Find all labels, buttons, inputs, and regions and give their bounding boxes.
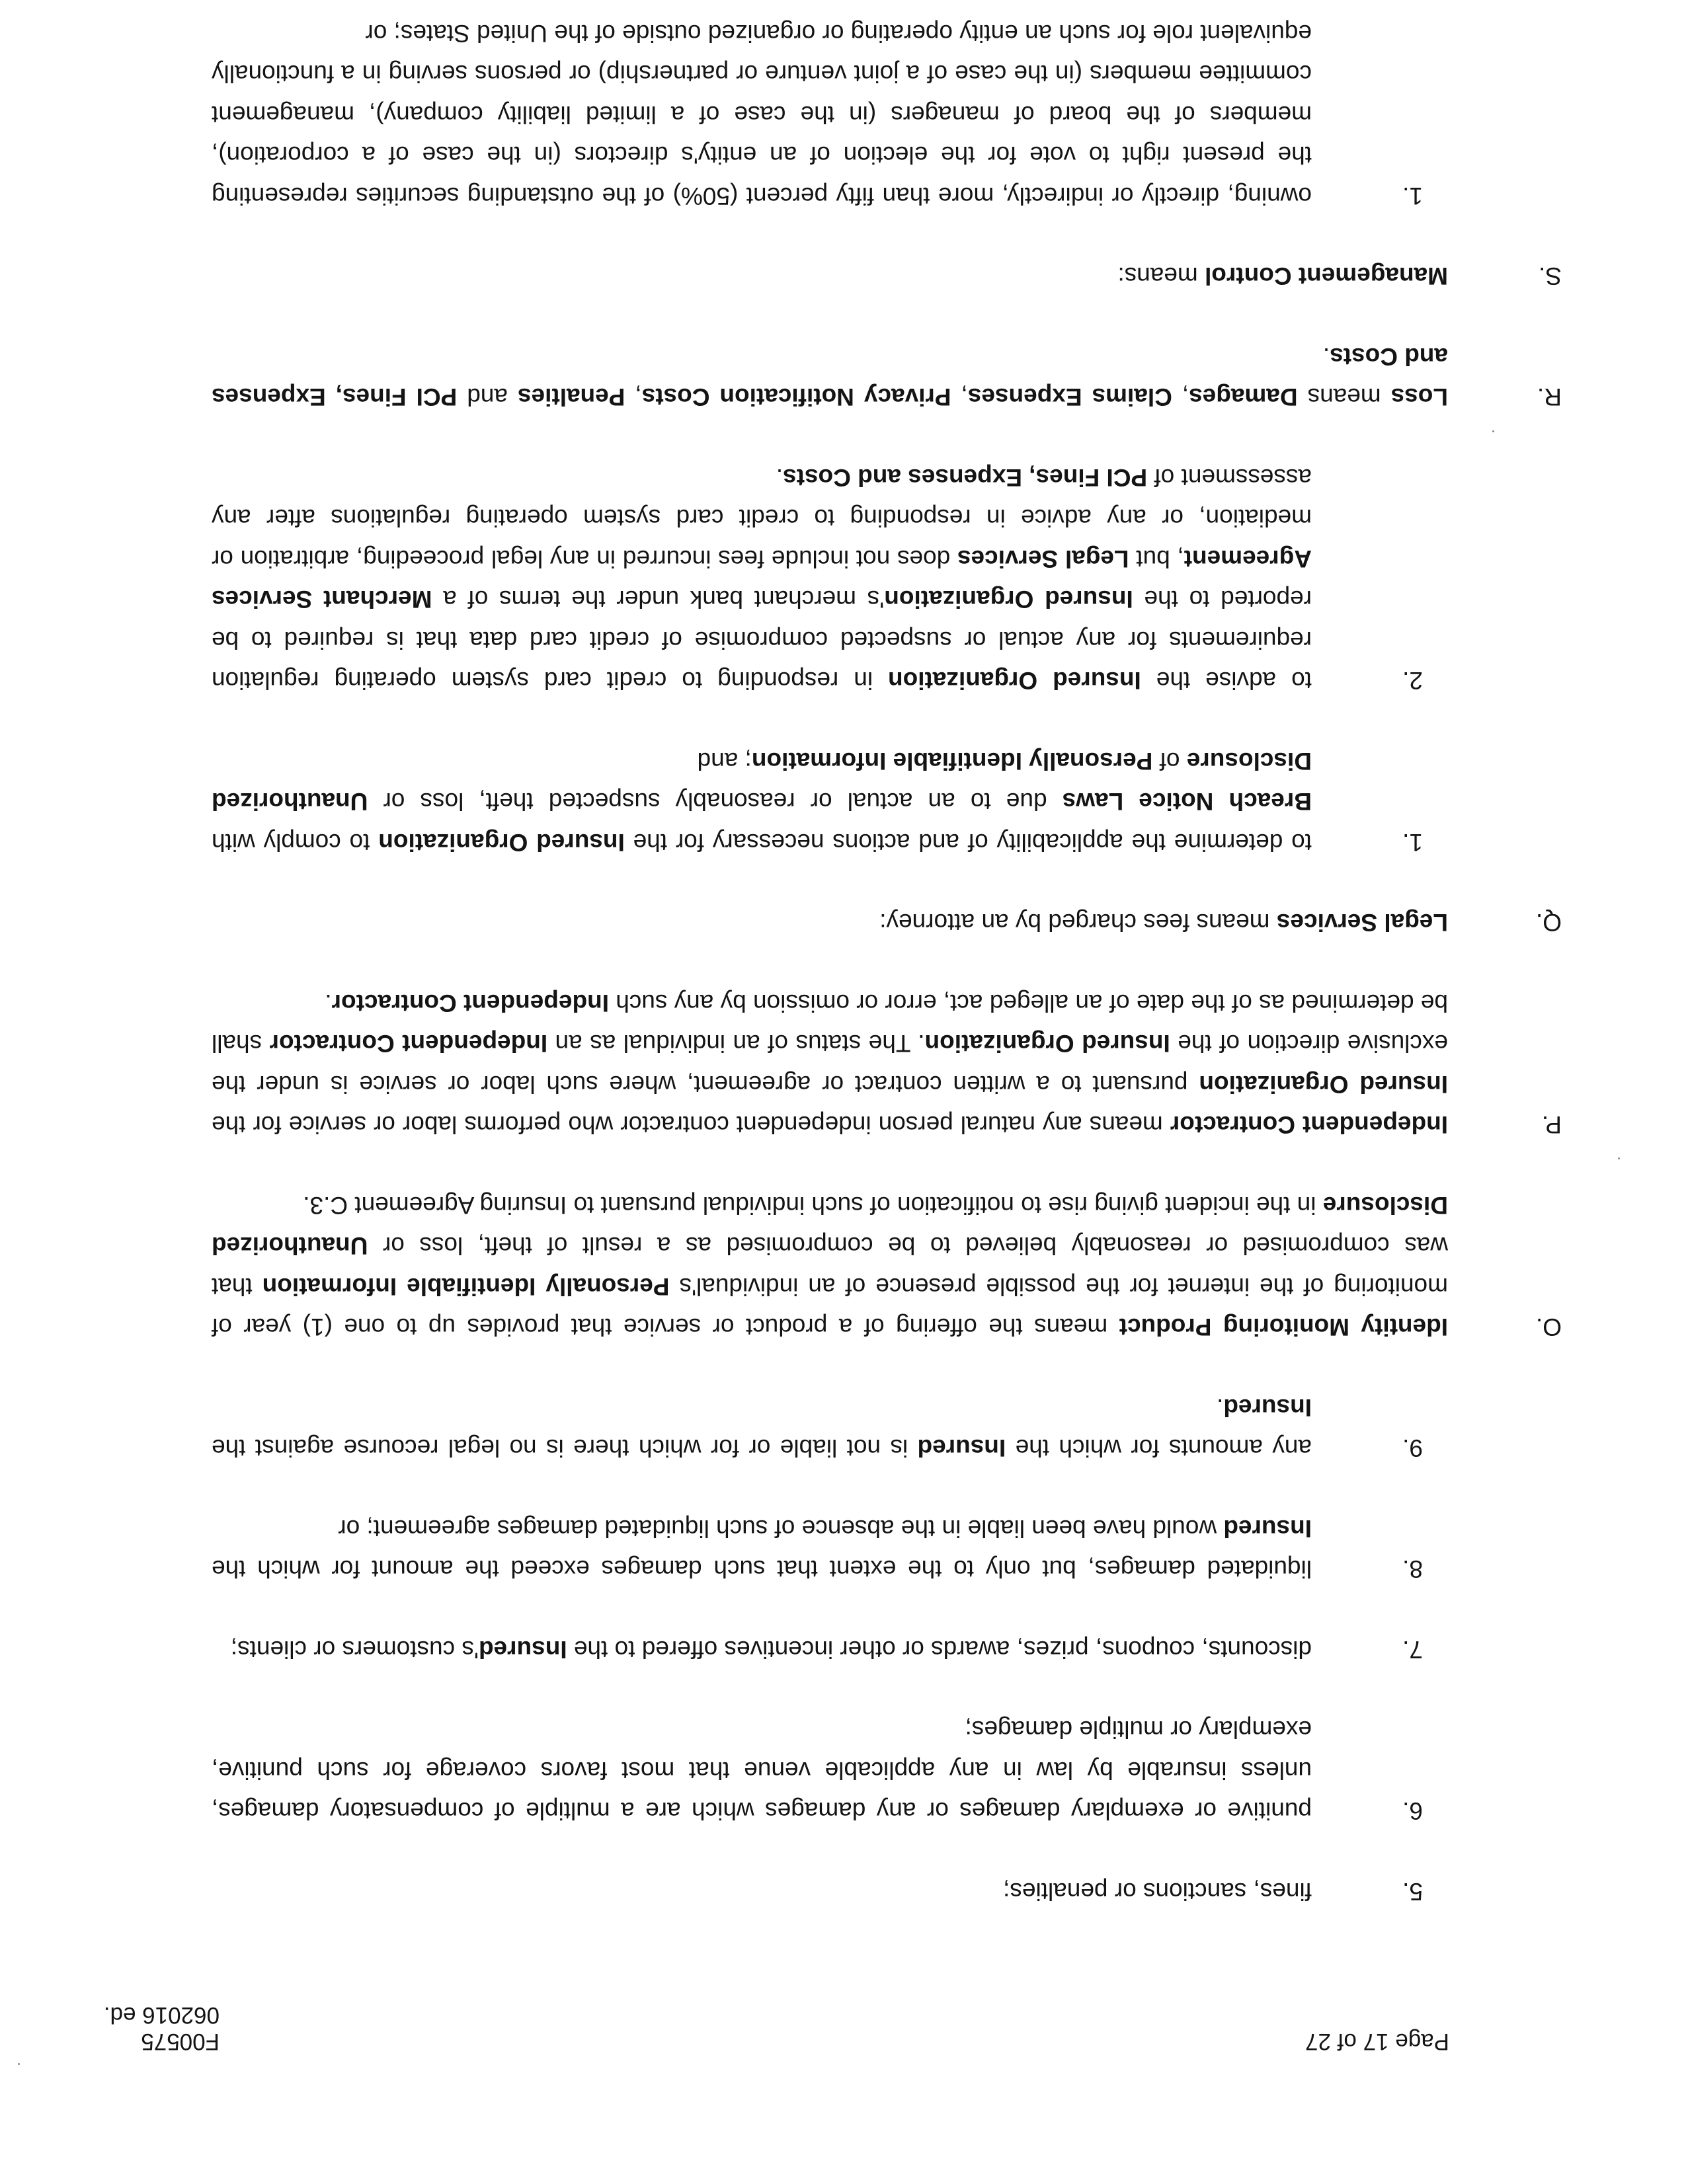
item-text: discounts, coupons, prizes, awards or other incentives offered to the Insured's customers or clients; — [230, 1636, 1312, 1663]
definition-text: Identity Monitoring Product means the offering of a product or service that provides up to one (1) year of monitoring of the internet for the possible presence of an individual's Personally Identifiable Information that was compromised or reasonably believed to be compromised as a result of theft, loss or Unauthorized Disclosure in the incident giving rise to notification of such individual pursuant to Insuring Agreement C.3. — [211, 1192, 1448, 1341]
definition-letter: P. — [1541, 1111, 1562, 1139]
definition-o — [211, 1185, 1562, 1348]
list-item — [212, 1508, 1448, 1590]
definition-p — [212, 983, 1562, 1146]
item-text: any amounts for which the Insured is not liable or for which there is no legal recourse against the Insured. — [212, 1394, 1312, 1462]
item-text: owning, directly or indirectly, more than fifty percent (50%) of the outstanding securities representing the present right to vote for the election of an entity's directors (in the case of a corporation), members of the board of managers (in the case of a limited liability company), management committee members (in the case of a joint venture or partnership) or persons serving in a functionally equivalent role for such an entity operating or organized outside of the United States; or — [212, 20, 1312, 210]
item-text: punitive or exemplary damages or any damages which are a multiple of compensatory damages, unless insurable by law in any applicable venue that most favors coverage for such punitive, exemplary or multiple damages; — [212, 1716, 1312, 1825]
list-item — [212, 1629, 1448, 1670]
form-edition: 062016 ed. — [103, 2002, 220, 2028]
list-item — [212, 1871, 1448, 1912]
definition-r — [211, 336, 1562, 418]
list-item — [212, 13, 1448, 217]
item-number: 1. — [1402, 182, 1423, 210]
definition-text: Loss means Damages, Claims Expenses, Privacy Notification Costs, Penalties and PCI Fines, Expenses and Costs. — [211, 343, 1448, 411]
list-item — [212, 1387, 1448, 1469]
policy-definitions — [211, 0, 1562, 1912]
definition-q — [212, 902, 1562, 943]
page-number: Page 17 of 27 — [1305, 2029, 1449, 2054]
item-text: to determine the applicability of and actions necessary for the Insured Organization to comply with Breach Notice Laws due to an actual or reasonably suspected theft, loss or Unauthorized Disclosure of Personally Identifiable Information; and — [212, 748, 1312, 856]
item-number: 7. — [1402, 1636, 1423, 1663]
list-item — [212, 741, 1448, 863]
definition-letter: R. — [1537, 383, 1562, 411]
definition-letter: Q. — [1535, 909, 1562, 937]
item-text: to advise the Insured Organization in responding to credit card system operating regulation requirements for any actual or suspected compromise of credit card data that is required to be reported to the Insured Organization's merchant bank under the terms of a Merchant Services Agreement, but Legal Services does not include fees incurred in any legal proceeding, arbitration or mediation, or any advice in responding to credit card system operating regulations after any assessment of PCI Fines, Expenses and Costs. — [212, 464, 1312, 695]
list-item — [212, 1709, 1448, 1832]
item-text: fines, sanctions or penalties; — [1003, 1878, 1312, 1905]
definition-s — [212, 256, 1562, 297]
item-number: 8. — [1402, 1555, 1423, 1583]
form-number: F00575 — [141, 2029, 220, 2054]
item-number: 9. — [1402, 1434, 1423, 1462]
definition-text: Independent Contractor means any natural person independent contractor who performs labor or service for the Insured Organization pursuant to a written contract or agreement, where such labor or service is under the exclusive direction of the Insured Organization. The status of an individual as an Independent Contractor shall be determined as of the date of an alleged act, error or omission by any such Independent Contractor. — [212, 990, 1448, 1139]
definition-text: Legal Services means fees charged by an attorney: — [879, 909, 1448, 937]
item-text: liquidated damages, but only to the extent that such damages exceed the amount for which the Insured would have been liable in the absence of such liquidated damages agreement; or — [212, 1515, 1312, 1583]
item-number: 5. — [1402, 1878, 1423, 1905]
definition-letter: S. — [1539, 262, 1562, 290]
item-number: 6. — [1402, 1797, 1423, 1825]
scan-speck — [1492, 430, 1494, 432]
scan-speck — [1618, 1157, 1620, 1159]
list-item — [212, 457, 1448, 701]
scan-speck — [18, 2063, 20, 2065]
definition-letter: O. — [1535, 1313, 1562, 1341]
definition-text: Management Control means: — [1117, 262, 1448, 290]
form-id-block — [104, 2002, 220, 2054]
item-number: 1. — [1402, 829, 1423, 856]
item-number: 2. — [1402, 667, 1423, 695]
